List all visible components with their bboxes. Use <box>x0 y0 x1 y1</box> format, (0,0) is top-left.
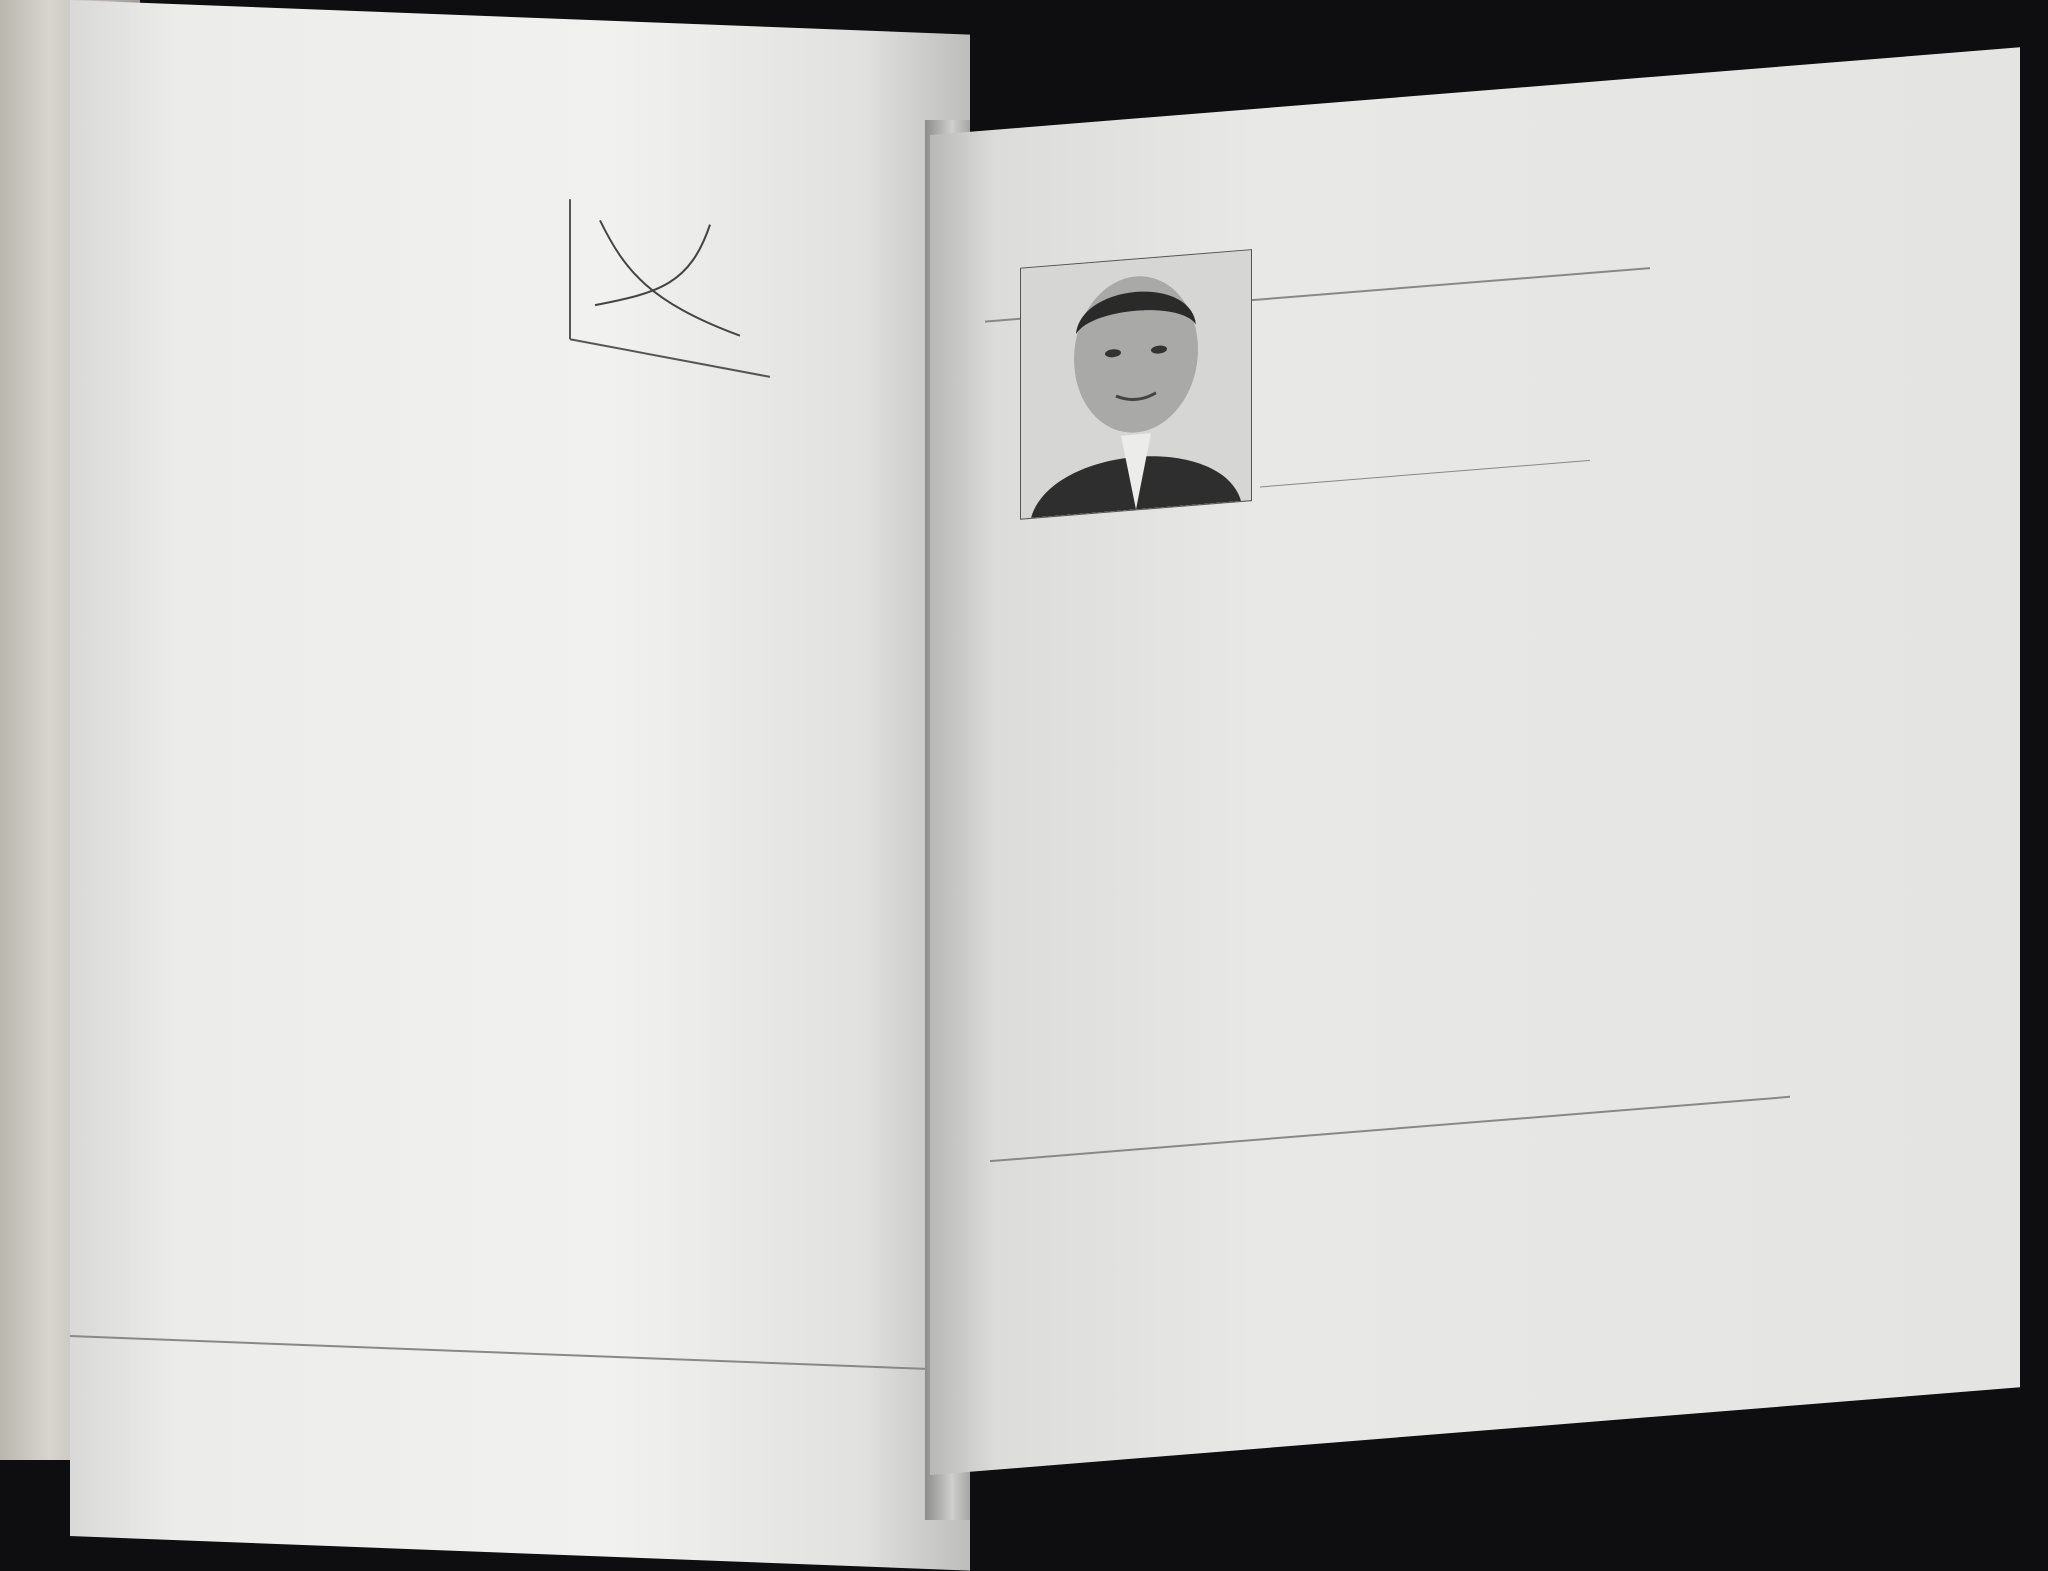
left-footer-rule <box>70 1335 940 1370</box>
is-curve <box>600 220 740 335</box>
portrait-photo <box>1020 249 1252 520</box>
left-page <box>70 0 970 1571</box>
meta-underline <box>1260 460 1590 488</box>
right-footer-rule <box>990 1096 1790 1162</box>
lm-curve <box>595 220 710 309</box>
header-rule-left <box>985 317 1025 322</box>
right-page <box>930 47 2020 1475</box>
header-rule-right <box>1250 267 1650 301</box>
x-axis <box>570 339 770 377</box>
is-lm-diagram <box>540 168 940 513</box>
